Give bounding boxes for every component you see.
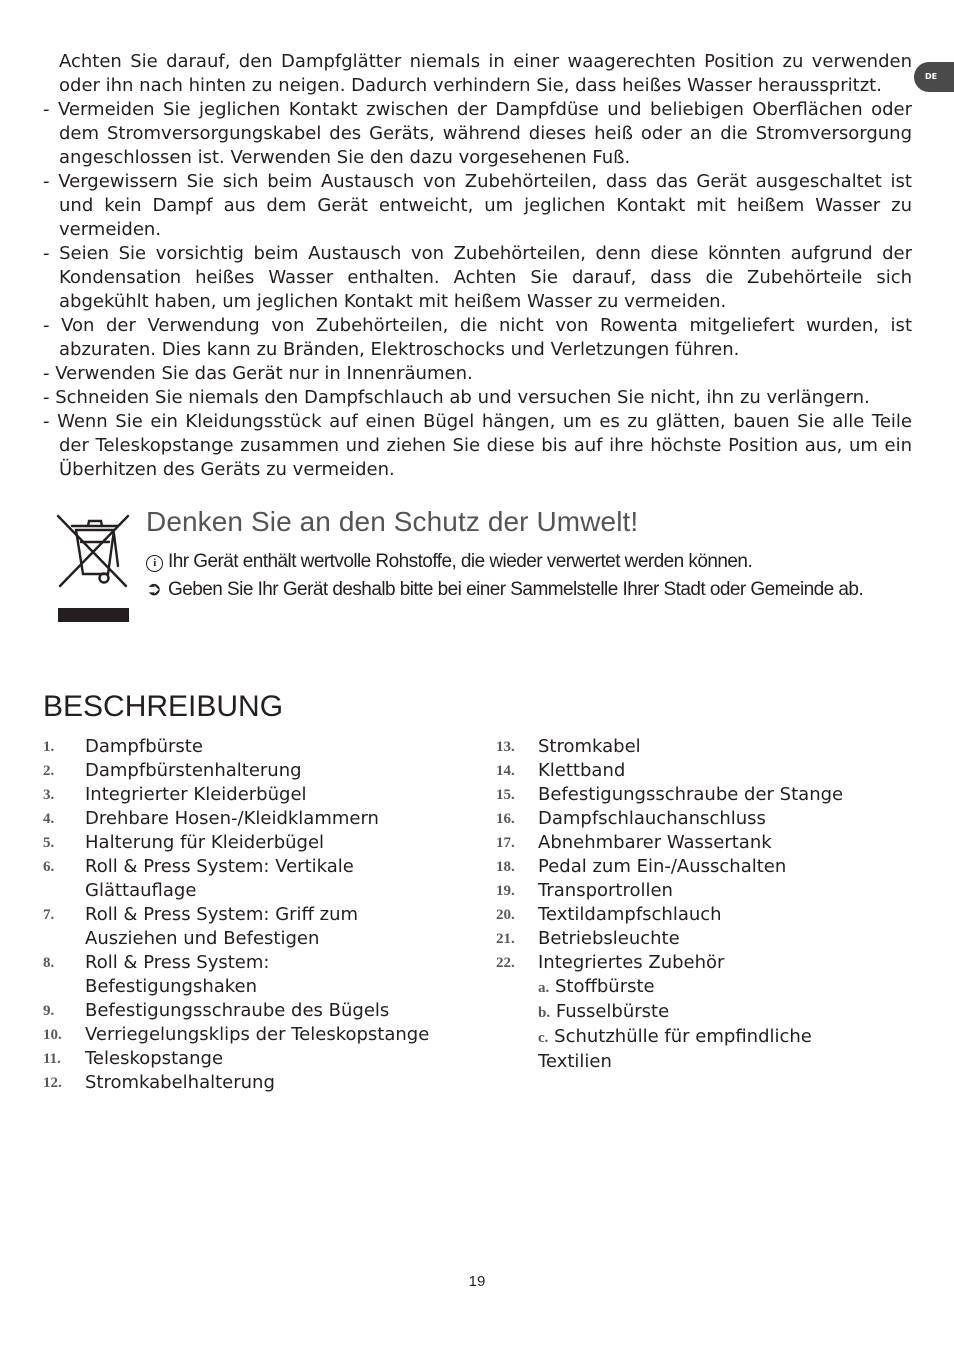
list-item <box>496 783 916 807</box>
environment-info-line <box>146 551 752 573</box>
item-text: Textildampfschlauch <box>538 904 722 925</box>
accessory-text: Fusselbürste <box>555 1001 670 1022</box>
item-text: Integrierter Kleiderbügel <box>85 784 307 805</box>
item-text: Roll & Press System: Vertikale Glättauflage <box>85 856 354 901</box>
list-item <box>43 831 473 855</box>
item-text: Abnehmbarer Wassertank <box>538 832 772 853</box>
item-number: 6. <box>43 859 55 875</box>
safety-item: - Vermeiden Sie jeglichen Kontakt zwischen der Dampfdüse und beliebigen Oberflächen oder dem Stromversorgungskabel des Geräts, während dieses heiß oder an die Stromversorgung angeschlossen ist. Verwenden Sie den dazu vorgesehenen Fuß. <box>43 99 912 168</box>
item-number: 11. <box>43 1051 61 1067</box>
description-heading: BESCHREIBUNG <box>43 690 284 723</box>
item-number: 2. <box>43 763 55 779</box>
item-text: Integriertes Zubehör <box>538 952 725 973</box>
list-item <box>43 1023 473 1047</box>
item-text: Roll & Press System: Griff zum Ausziehen und Befestigen <box>85 904 359 949</box>
item-text: Verriegelungsklips der Teleskopstange <box>85 1024 430 1045</box>
safety-item: - Vergewissern Sie sich beim Austausch von Zubehörteilen, dass das Gerät ausgeschaltet ist und kein Dampf aus dem Gerät entweicht, um jeglichen Kontakt mit heißem Wasser zu vermeiden. <box>43 171 912 240</box>
list-item <box>43 951 355 999</box>
list-item <box>43 759 473 783</box>
item-number: 20. <box>496 907 515 923</box>
list-item <box>43 855 385 903</box>
item-text: Stromkabelhalterung <box>85 1072 275 1093</box>
item-text: Drehbare Hosen-/Kleidklammern <box>85 808 379 829</box>
accessory-item <box>538 1025 838 1074</box>
list-item <box>43 999 473 1023</box>
list-item <box>496 831 916 855</box>
item-text: Dampfschlauchanschluss <box>538 808 766 829</box>
safety-item: - Verwenden Sie das Gerät nur in Innenräumen. <box>43 363 473 384</box>
environment-arrow-line <box>146 578 863 601</box>
list-item <box>496 855 916 879</box>
item-number: 7. <box>43 907 55 923</box>
list-item <box>496 735 916 759</box>
item-number: 3. <box>43 787 55 803</box>
item-number: 19. <box>496 883 515 899</box>
item-number: 10. <box>43 1027 62 1043</box>
environment-arrow-text: Geben Sie Ihr Gerät deshalb bitte bei einer Sammelstelle Ihrer Stadt oder Gemeinde ab. <box>168 579 864 600</box>
item-number: 22. <box>496 955 515 971</box>
item-text: Klettband <box>538 760 626 781</box>
safety-instructions <box>43 50 912 482</box>
list-item <box>43 903 385 951</box>
environment-heading: Denken Sie an den Schutz der Umwelt! <box>146 506 639 537</box>
accessory-item <box>538 1000 916 1025</box>
accessory-letter: a. <box>538 980 550 996</box>
item-text: Teleskopstange <box>85 1048 224 1069</box>
item-text: Befestigungsschraube des Bügels <box>85 1000 390 1021</box>
arrow-right-icon: ➲ <box>146 579 162 600</box>
list-item <box>496 927 916 951</box>
safety-item: - Wenn Sie ein Kleidungsstück auf einen Bügel hängen, um es zu glätten, bauen Sie alle Teile der Teleskopstange zusammen und ziehen Sie diese bis auf ihre höchste Position aus, um ein Überhitzen des Geräts zu vermeiden. <box>43 411 912 480</box>
item-number: 1. <box>43 739 55 755</box>
language-tab: DE <box>914 62 954 92</box>
item-number: 4. <box>43 811 55 827</box>
list-item <box>496 807 916 831</box>
item-text: Stromkabel <box>538 736 641 757</box>
item-number: 16. <box>496 811 515 827</box>
list-item <box>43 735 473 759</box>
safety-item: - Seien Sie vorsichtig beim Austausch von Zubehörteilen, denn diese könnten aufgrund der Kondensation heißes Wasser enthalten. Achten Sie darauf, dass die Zubehörteile sich abgekühlt haben, um jeglichen Kontakt mit heißem Wasser zu vermeiden. <box>43 243 912 312</box>
list-item <box>496 759 916 783</box>
item-text: Roll & Press System: Befestigungshaken <box>85 952 270 997</box>
accessory-text: Schutzhülle für empfindliche Textilien <box>538 1026 812 1072</box>
safety-item: - Von der Verwendung von Zubehörteilen, die nicht von Rowenta mitgeliefert wurden, ist abzuraten. Dies kann zu Bränden, Elektroschocks und Verletzungen führen. <box>43 315 912 360</box>
list-item <box>43 807 473 831</box>
parts-list-left <box>43 735 473 1095</box>
item-number: 12. <box>43 1075 62 1091</box>
page-number: 19 <box>468 1273 486 1290</box>
list-item <box>43 1047 473 1071</box>
accessory-letter: c. <box>538 1030 549 1046</box>
item-text: Halterung für Kleiderbügel <box>85 832 325 853</box>
list-item <box>496 951 916 1074</box>
safety-item: - Schneiden Sie niemals den Dampfschlauch ab und versuchen Sie nicht, ihn zu verlängern. <box>43 387 870 408</box>
item-text: Dampfbürstenhalterung <box>85 760 302 781</box>
accessory-letter: b. <box>538 1005 551 1021</box>
list-item <box>43 1071 473 1095</box>
crossed-out-wheelie-bin-icon <box>56 512 130 624</box>
item-number: 9. <box>43 1003 55 1019</box>
list-item <box>496 903 916 927</box>
item-text: Pedal zum Ein-/Ausschalten <box>538 856 787 877</box>
info-icon: i <box>146 555 163 572</box>
accessory-text: Stoffbürste <box>554 976 655 997</box>
item-text: Transportrollen <box>538 880 673 901</box>
parts-list-right <box>496 735 916 1074</box>
item-text: Dampfbürste <box>85 736 203 757</box>
item-number: 17. <box>496 835 515 851</box>
item-number: 18. <box>496 859 515 875</box>
item-number: 15. <box>496 787 515 803</box>
item-number: 8. <box>43 955 55 971</box>
item-text: Befestigungsschraube der Stange <box>538 784 844 805</box>
item-number: 21. <box>496 931 515 947</box>
item-text: Betriebsleuchte <box>538 928 680 949</box>
list-item <box>496 879 916 903</box>
environment-info-text: Ihr Gerät enthält wertvolle Rohstoffe, die wieder verwertet werden können. <box>168 551 753 572</box>
item-number: 13. <box>496 739 515 755</box>
item-number: 14. <box>496 763 515 779</box>
list-item <box>43 783 473 807</box>
safety-lead-paragraph: Achten Sie darauf, den Dampfglätter niemals in einer waagerechten Position zu verwenden oder ihn nach hinten zu neigen. Dadurch verhindern Sie, dass heißes Wasser herausspritzt. <box>59 51 912 96</box>
accessory-item <box>538 975 916 1000</box>
item-number: 5. <box>43 835 55 851</box>
